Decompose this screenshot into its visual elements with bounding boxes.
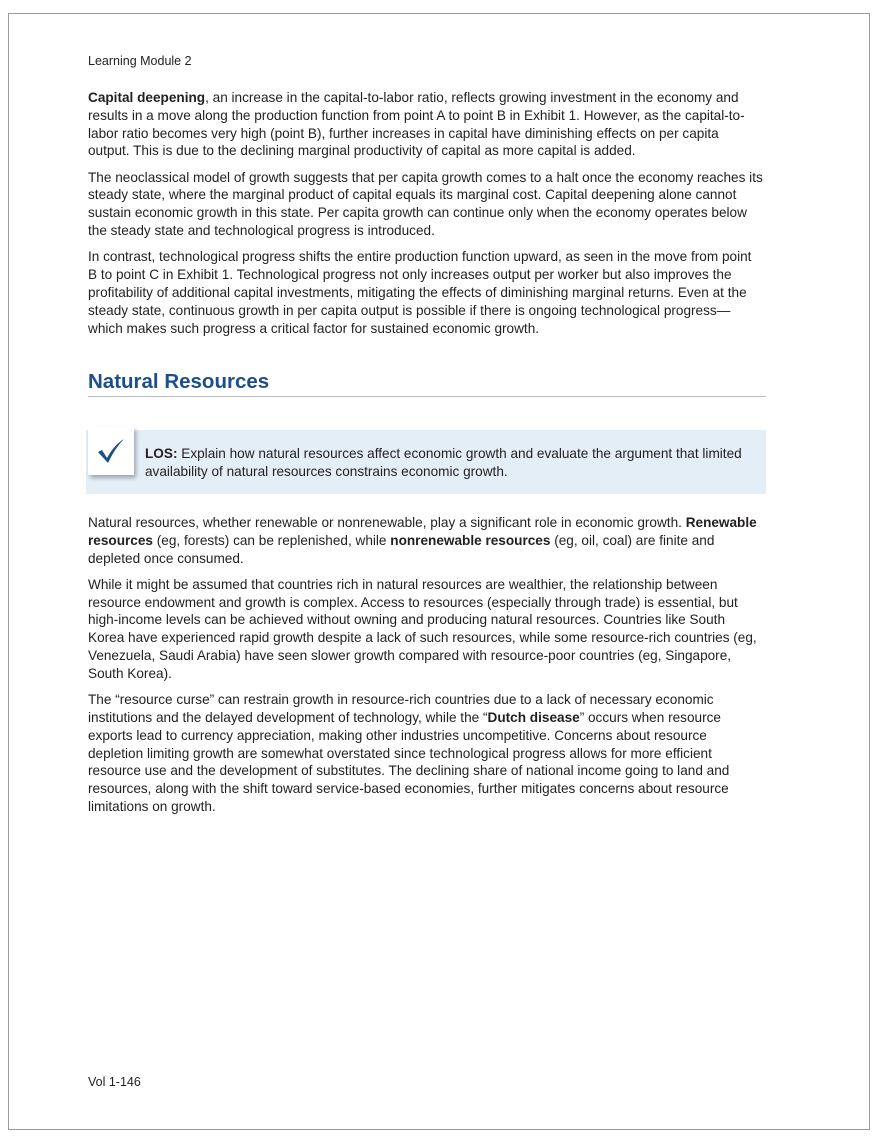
bold-term: Dutch disease bbox=[487, 709, 580, 725]
body-text-top bbox=[88, 89, 764, 346]
page-number: Vol 1-146 bbox=[88, 1075, 141, 1089]
text-run: In contrast, technological progress shifts the entire production function upward, as seen in the move from point B to point C in Exhibit 1. Technological progress not only increases output per worker but also improves the profitability of additional capital investments, mitigating the effects of diminishing marginal returns. Even at the steady state, continuous growth in per capita output is possible if there is ongoing technological progress—which makes such progress a critical factor for sustained economic growth. bbox=[88, 249, 752, 336]
paragraph bbox=[88, 89, 764, 160]
text-run: (eg, forests) can be replenished, while bbox=[153, 532, 391, 548]
running-header: Learning Module 2 bbox=[88, 54, 192, 68]
body-text-bottom bbox=[88, 514, 764, 824]
text-run: ” occurs when resource exports lead to currency appreciation, making other industries uncompetitive. Concerns about resource depletion limiting growth are somewhat overstated since technological progress allows for more efficient resource use and the development of substitutes. The declining share of national income going to land and resources, along with the shift toward service-based economies, further mitigates concerns about resource limitations on growth. bbox=[88, 709, 730, 814]
text-run: (eg, oil, coal) are finite and depleted once consumed. bbox=[88, 532, 715, 566]
text-run: The neoclassical model of growth suggests that per capita growth comes to a halt once the economy reaches its steady state, where the marginal product of capital equals its marginal cost. Capital deepening alone cannot sustain economic growth in this state. Per capita growth can continue only when the economy operates below the steady state and technological progress is introduced. bbox=[88, 169, 763, 239]
paragraph bbox=[88, 691, 764, 816]
bold-term: Renewable resources bbox=[88, 515, 757, 548]
text-run: Natural resources, whether renewable or nonrenewable, play a significant role in economic growth. bbox=[88, 515, 686, 530]
paragraph bbox=[88, 169, 764, 240]
text-run: The “resource curse” can restrain growth in resource-rich countries due to a lack of necessary economic institutions and the delayed development of technology, while the “ bbox=[88, 692, 714, 725]
paragraph bbox=[88, 248, 764, 337]
section-divider bbox=[88, 396, 766, 397]
section-title: Natural Resources bbox=[88, 370, 270, 393]
paragraph bbox=[88, 514, 764, 567]
bold-term: Capital deepening bbox=[88, 90, 206, 105]
bold-term: nonrenewable resources bbox=[390, 532, 551, 548]
checkmark-icon bbox=[88, 427, 134, 475]
los-description: Explain how natural resources affect economic growth and evaluate the argument that limited availability of natural resources constrains economic growth. bbox=[145, 446, 742, 479]
text-run: While it might be assumed that countries rich in natural resources are wealthier, the relationship between resource endowment and growth is complex. Access to resources (especially through trade) is essential, but high-income levels can be achieved without owning and producing natural resources. Countries like South Korea have experienced rapid growth despite a lack of such resources, while some resource-rich countries (eg, Venezuela, Saudi Arabia) have seen slower growth compared with resource-poor countries (eg, Singapore, South Korea). bbox=[88, 576, 757, 681]
los-text bbox=[145, 445, 745, 481]
los-label: LOS: bbox=[145, 446, 178, 461]
paragraph bbox=[88, 576, 764, 683]
text-run: , an increase in the capital-to-labor ratio, reflects growing investment in the economy and results in a move along the production function from point A to point B in Exhibit 1. However, as the capital-to-labor ratio becomes very high (point B), further increases in capital have diminishing effects on per capita output. This is due to the declining marginal productivity of capital as more capital is added. bbox=[88, 90, 745, 159]
